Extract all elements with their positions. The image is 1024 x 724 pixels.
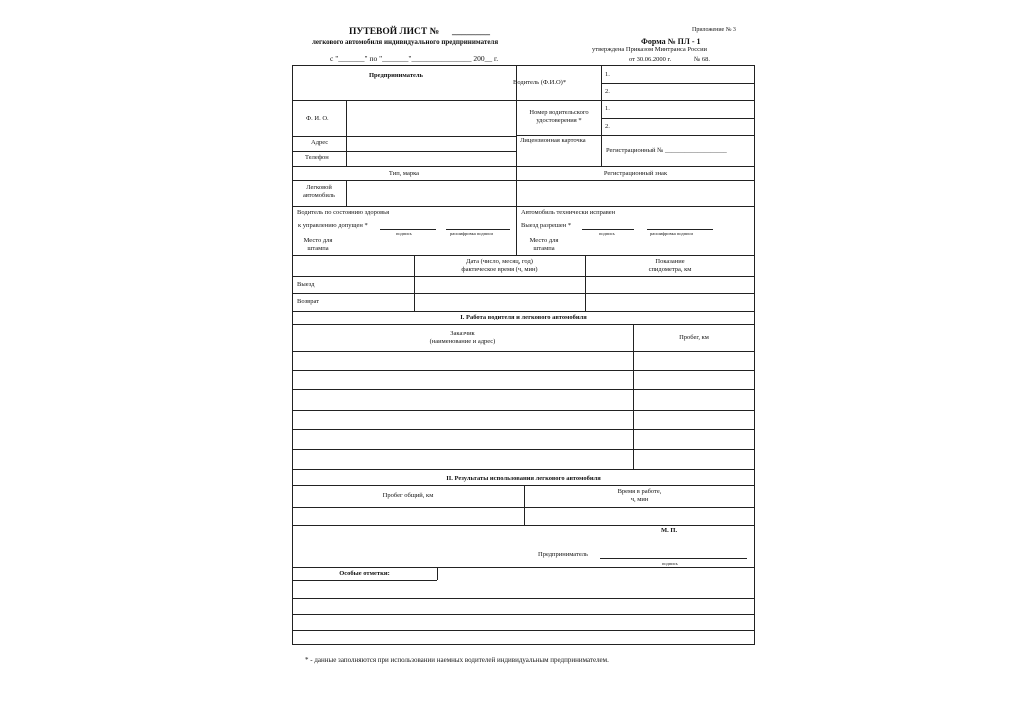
- address-label: Адрес: [311, 139, 329, 146]
- departure-label: Выезд: [297, 281, 315, 288]
- owner-fio-label: Ф. И. О.: [306, 115, 329, 122]
- approved-by: утверждена Приказом Минтранса России: [592, 46, 708, 53]
- notes-line: [292, 598, 755, 599]
- table-row: [292, 370, 755, 371]
- tech-ok-label: Автомобиль технически исправен: [521, 209, 616, 216]
- odometer-header: Показание спидометра, км: [648, 258, 692, 273]
- driver-line-2: 2.: [605, 88, 610, 95]
- entrepreneur-signature-label: Предприниматель: [538, 551, 588, 558]
- special-notes-label: Особые отметки:: [339, 570, 390, 577]
- date-range: с "_______" по "_______"________________ 200__ г.: [330, 54, 499, 63]
- work-time-label: Время в работе, ч, мин: [617, 488, 662, 503]
- total-mileage-label: Пробег общий, км: [382, 492, 434, 499]
- health-label: Водитель по состоянию здоровья: [297, 209, 390, 216]
- license-line-1: 1.: [605, 105, 610, 112]
- notes-line: [292, 614, 755, 615]
- table-row: [292, 449, 755, 450]
- stamp-place-right: Место для штампа: [529, 237, 559, 252]
- table-row: [292, 429, 755, 430]
- return-label: Возврат: [297, 298, 320, 305]
- section1-title: I. Работа водителя и легкового автомобиля: [460, 314, 587, 321]
- car-label: Легковой автомобиль: [302, 184, 336, 199]
- health-decode-caption: расшифровка подписи: [450, 231, 493, 236]
- form-subtitle: легкового автомобиля индивидуального предпринимателя: [312, 38, 499, 46]
- trip-date-header: Дата (число, месяц, год) фактическое время (ч, мин): [461, 258, 538, 273]
- mileage-header: Пробег, км: [679, 334, 709, 341]
- entrepreneur-signature-caption: подпись: [662, 561, 678, 566]
- license-label: Номер водительского удостоверения *: [529, 109, 589, 124]
- approved-date: от 30.06.2000 г.: [629, 56, 672, 63]
- table-row: [292, 389, 755, 390]
- reg-sign-label: Регистрационный знак: [603, 170, 668, 177]
- tech-signature-caption: подпись: [599, 231, 615, 236]
- phone-label: Телефон: [305, 154, 329, 161]
- form-number-blank: ________: [452, 27, 490, 37]
- health-signature-caption: подпись: [396, 231, 412, 236]
- notes-line: [292, 630, 755, 631]
- stamp-mp: М. П.: [661, 527, 678, 534]
- form-code: Форма № ПЛ - 1: [641, 37, 701, 46]
- type-brand-label: Тип, марка: [388, 170, 420, 177]
- appendix-label: Приложение № 3: [692, 27, 736, 33]
- form-title: ПУТЕВОЙ ЛИСТ №: [349, 27, 440, 37]
- stamp-place-left: Место для штампа: [303, 237, 333, 252]
- admitted-label: к управлению допущен *: [298, 222, 368, 229]
- table-row: [292, 410, 755, 411]
- license-line-2: 2.: [605, 123, 610, 130]
- customer-header: Заказчик (наименование и адрес): [429, 330, 496, 345]
- tech-decode-caption: расшифровка подписи: [650, 231, 693, 236]
- driver-line-1: 1.: [605, 71, 610, 78]
- exit-allowed-label: Выезд разрешен *: [521, 222, 572, 229]
- driver-fio-label: Водитель (Ф.И.О)*: [513, 79, 567, 86]
- license-card-label: Лицензионная карточка: [520, 137, 586, 144]
- section2-title: II. Результаты использования легкового автомобиля: [446, 475, 601, 482]
- footnote: * - данные заполняются при использовании наемных водителей индивидуальным предпринимателем.: [305, 656, 609, 664]
- entrepreneur-heading: Предприниматель: [369, 72, 423, 79]
- reg-number-label: Регистрационный № ___________________: [606, 147, 727, 154]
- approved-number: № 68.: [694, 56, 710, 63]
